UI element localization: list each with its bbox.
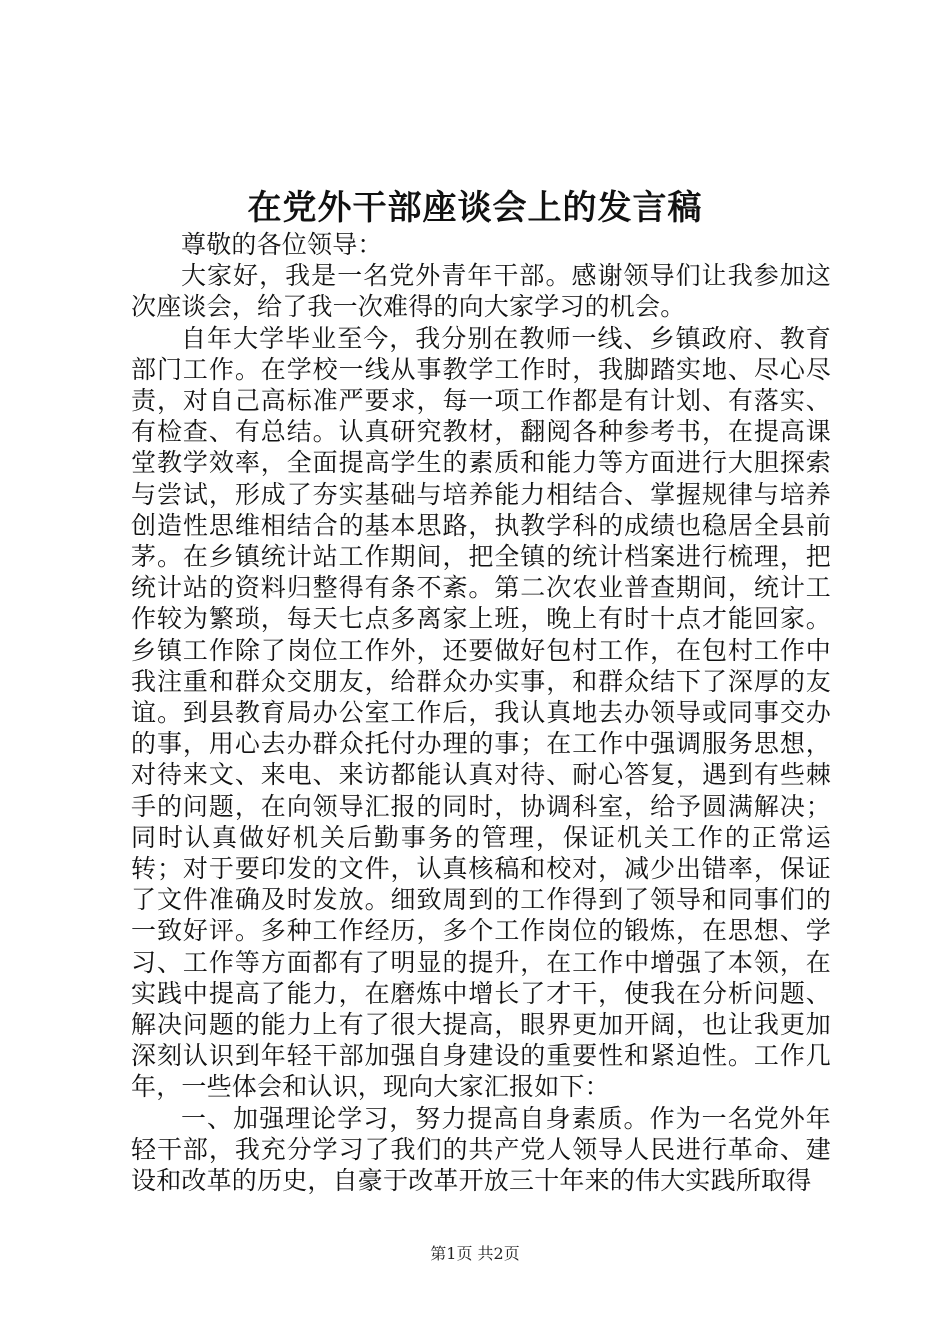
paragraph-theory-study: 一、加强理论学习，努力提高自身素质。作为一名党外年轻干部，我充分学习了我们的共产党人领导人民进行革命、建设和改革的历史，自豪于改革开放三十年来的伟大实践所取得 [131, 1103, 831, 1196]
paragraph-work-experience: 自年大学毕业至今，我分别在教师一线、乡镇政府、教育部门工作。在学校一线从事教学工作时，我脚踏实地、尽心尽责，对自己高标准严要求，每一项工作都是有计划、有落实、有检查、有总结。认真研究教材，翻阅各种参考书，在提高课堂教学效率，全面提高学生的素质和能力等方面进行大胆探索与尝试，形成了夯实基础与培养能力相结合、掌握规律与培养创造性思维相结合的基本思路，执教学科的成绩也稳居全县前茅。在乡镇统计站工作期间，把全镇的统计档案进行梳理，把统计站的资料归整得有条不紊。第二次农业普查期间，统计工作较为繁琐，每天七点多离家上班，晚上有时十点才能回家。乡镇工作除了岗位工作外，还要做好包村工作，在包村工作中我注重和群众交朋友，给群众办实事，和群众结下了深厚的友谊。到县教育局办公室工作后，我认真地去办领导或同事交办的事，用心去办群众托付办理的事；在工作中强调服务思想，对待来文、来电、来访都能认真对待、耐心答复，遇到有些棘手的问题，在向领导汇报的同时，协调科室，给予圆满解决；同时认真做好机关后勤事务的管理，保证机关工作的正常运转；对于要印发的文件，认真核稿和校对，减少出错率，保证了文件准确及时发放。细致周到的工作得到了领导和同事们的一致好评。多种工作经历，多个工作岗位的锻炼，在思想、学习、工作等方面都有了明显的提升，在工作中增强了本领，在实践中提高了能力，在磨炼中增长了才干，使我在分析问题、解决问题的能力上有了很大提高，眼界更加开阔，也让我更加深刻认识到年轻干部加强自身建设的重要性和紧迫性。工作几年，一些体会和认识，现向大家汇报如下： [131, 323, 831, 1102]
salutation: 尊敬的各位领导： [181, 230, 383, 259]
document-body [131, 229, 831, 1196]
document-title: 在党外干部座谈会上的发言稿 [247, 188, 703, 228]
paragraph-greeting: 大家好，我是一名党外青年干部。感谢领导们让我参加这次座谈会，给了我一次难得的向大家学习的机会。 [131, 261, 831, 322]
page-number-footer: 第1页 共2页 [430, 1244, 520, 1263]
